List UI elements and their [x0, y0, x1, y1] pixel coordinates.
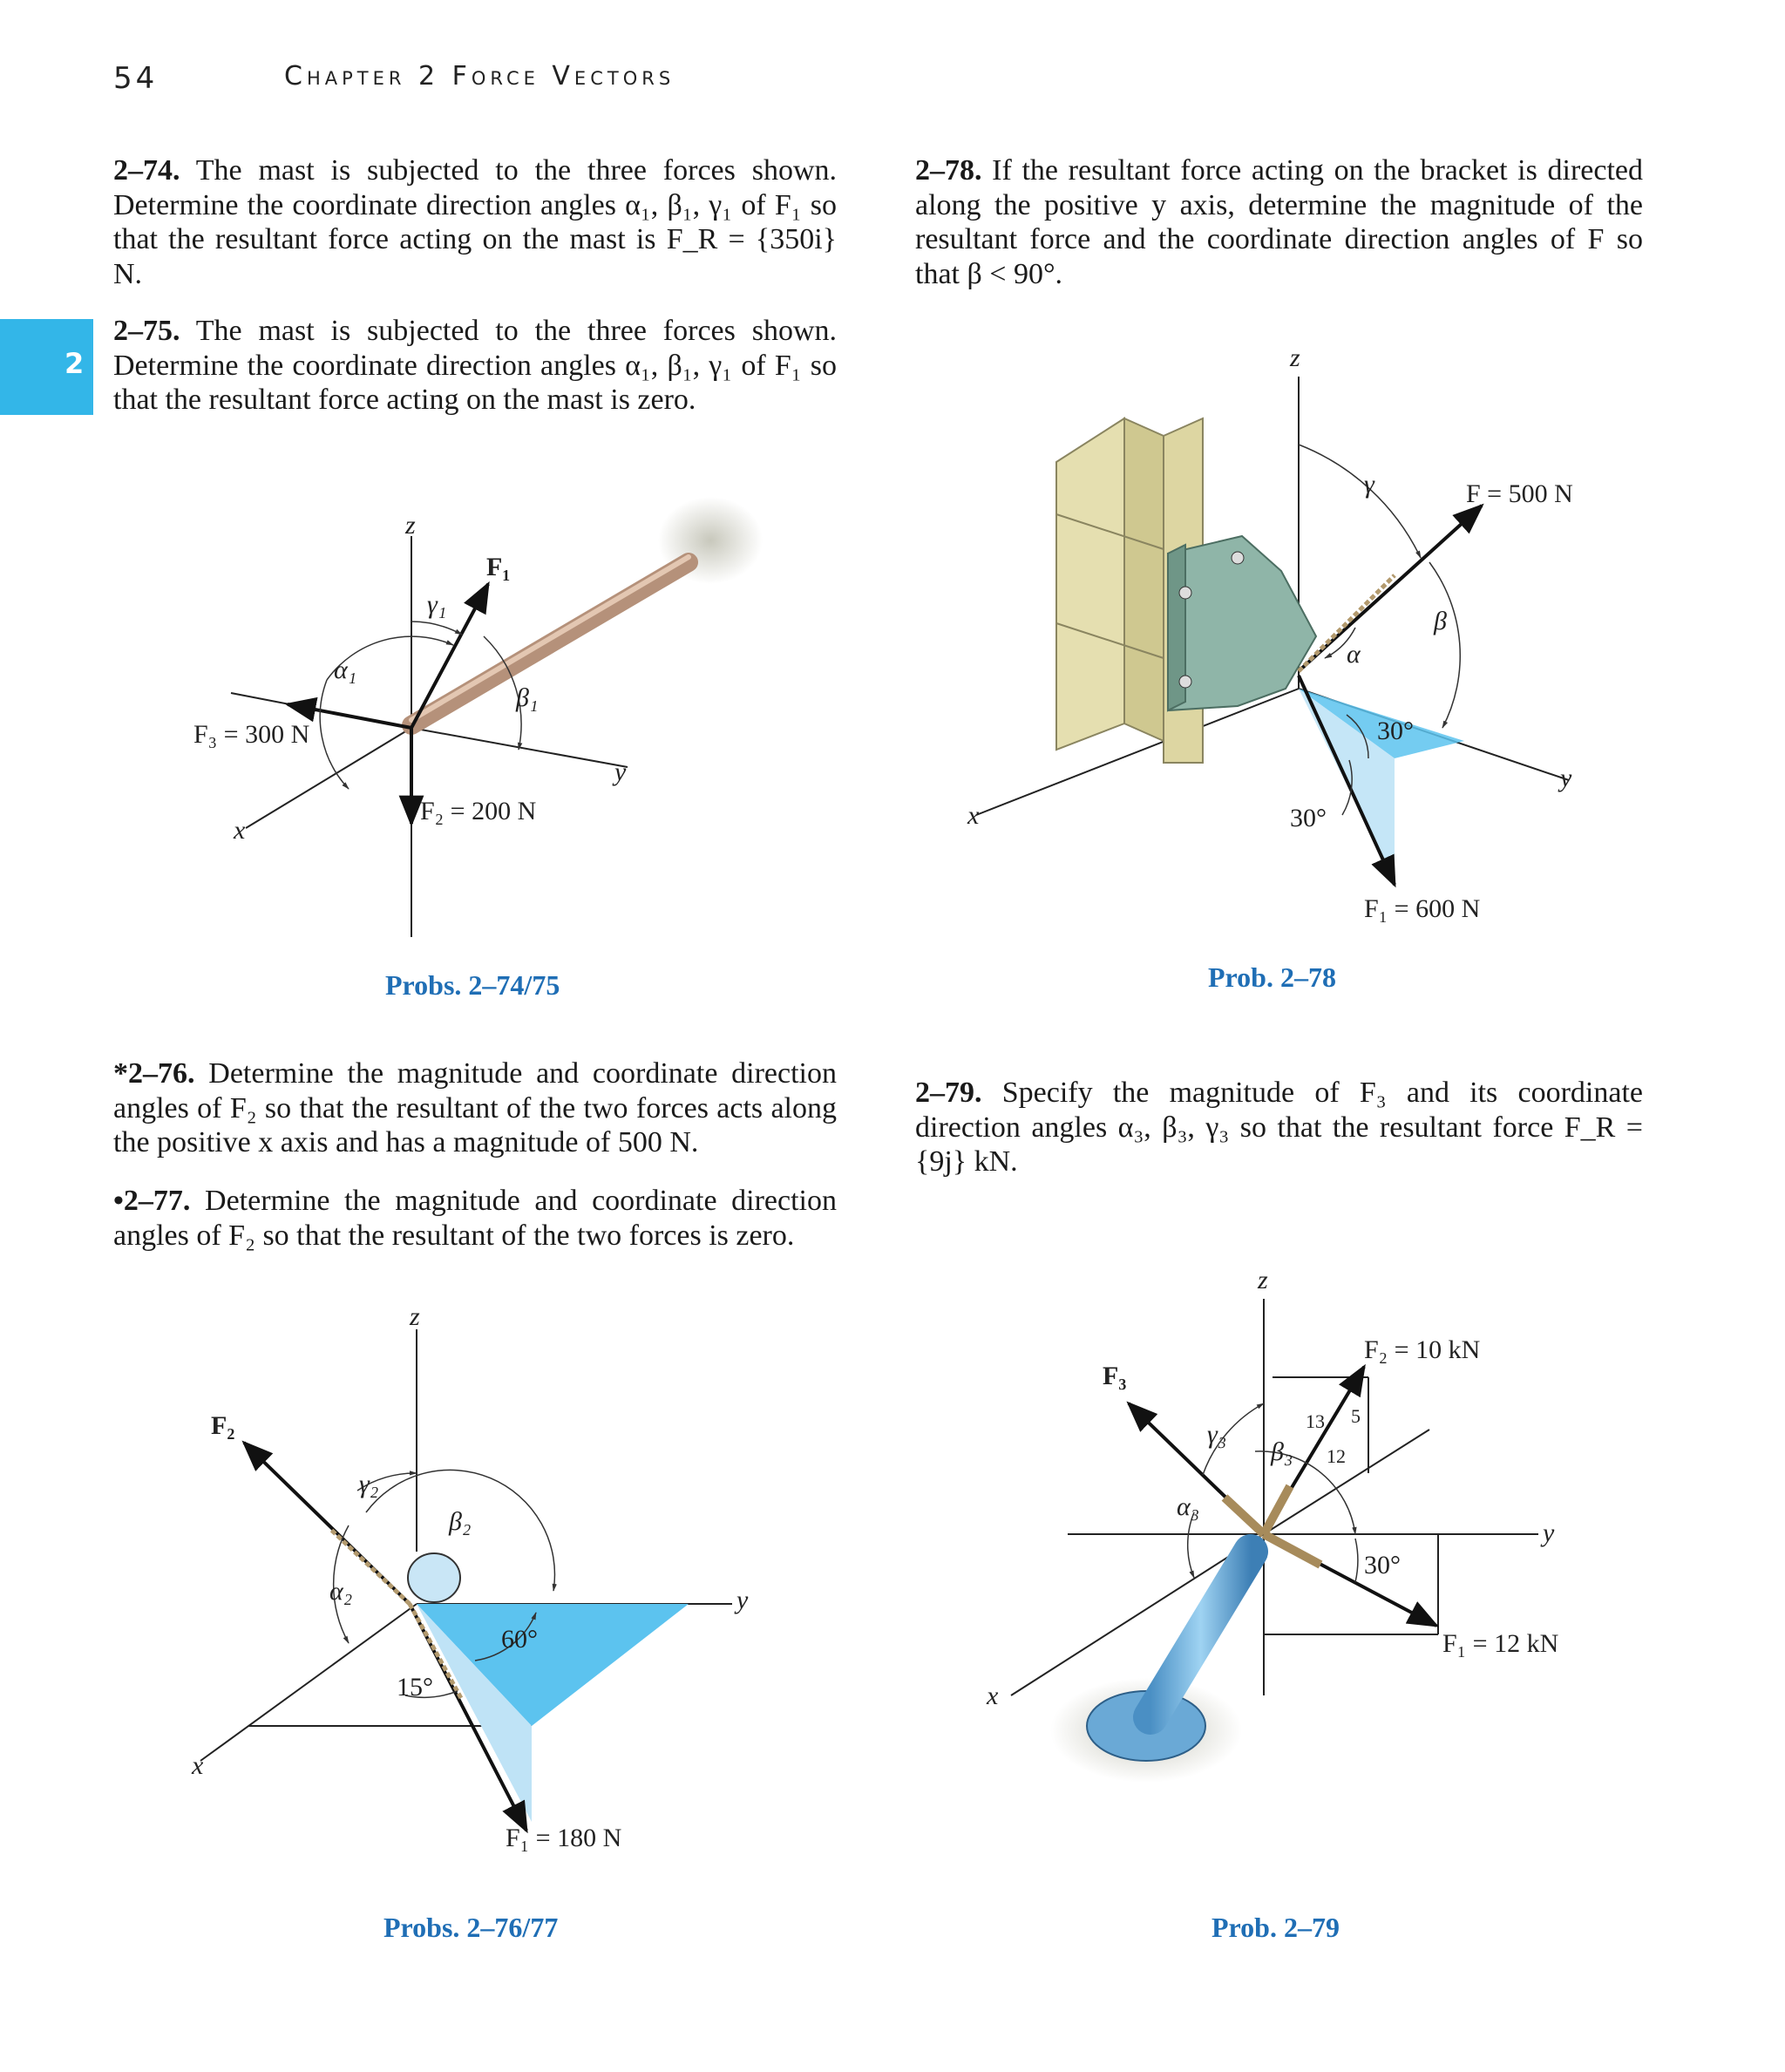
fig74-gamma1-label: γ₁ [427, 590, 447, 619]
fig74-alpha1-label: α₁ [334, 656, 357, 684]
fig79-x-label: x [987, 1681, 999, 1710]
problem-text: The mast is subjected to the three forces shown. Determine the coordinate direction angles α₁, β₁, γ₁ of F₁ so that the resultant force acting on the mast is zero. [113, 315, 837, 416]
fig74-f3-label: F₃ = 300 N [193, 720, 310, 749]
fig78-f-label: F = 500 N [1466, 479, 1573, 508]
chapter-side-tab-number: 2 [64, 347, 85, 380]
fig79-f2-label: F₂ = 10 kN [1364, 1335, 1481, 1364]
fig74-f2-label: F₂ = 200 N [420, 797, 537, 825]
problem-text: If the resultant force acting on the bracket is directed along the positive y axis, determine the magnitude of the resultant force and the coordinate direction angles of F so that β < 90°. [915, 154, 1644, 290]
figure-post [986, 1266, 1558, 1783]
fig76-alpha2-label: α₂ [329, 1577, 353, 1606]
caption-2-76-77: Probs. 2–76/77 [383, 1912, 559, 1943]
fig76-gamma2-label: γ₂ [359, 1470, 379, 1498]
mast-highlight [411, 557, 689, 720]
alpha1-arc [320, 680, 349, 789]
fig79-f3-label: F₃ [1103, 1362, 1127, 1390]
fig79-beta3-label: β₃ [1271, 1437, 1293, 1466]
problem-number: 2–75. [113, 315, 180, 347]
column-web [1124, 418, 1164, 741]
eyebolt [1264, 1534, 1320, 1565]
page-number: 54 [113, 61, 159, 96]
ring [408, 1553, 460, 1602]
problem-text: Determine the magnitude and coordinate direction angles of F₂ so that the resultant of the two forces acts along the positive x axis and has a magnitude of 500 N. [113, 1057, 838, 1158]
fig78-z-label: z [1290, 343, 1300, 372]
fig76-f1-label: F₁ = 180 N [506, 1824, 622, 1852]
fig74-beta1-label: β₁ [516, 683, 539, 712]
chapter-title: Chapter 2 Force Vectors [284, 61, 675, 92]
fig74-x-label: x [234, 816, 246, 845]
problem-text: The mast is subjected to the three forces shown. Determine the coordinate direction angles α₁, β₁, γ₁ of F₁ so that the resultant force acting on the mast is F_R = {350i} N. [113, 154, 837, 290]
figure-mast [193, 497, 763, 937]
fig78-angle1-label: 30° [1377, 717, 1414, 745]
eyebolt [1225, 1498, 1264, 1534]
fig76-60-label: 60° [501, 1625, 538, 1654]
fig74-y-label: y [614, 757, 627, 786]
fig76-beta2-label: β₂ [449, 1507, 472, 1536]
figure-ring [191, 1302, 749, 1852]
fig79-y-label: y [1543, 1518, 1555, 1547]
fig78-x-label: x [967, 801, 980, 830]
fig76-y-label: y [736, 1586, 749, 1614]
fig78-angle2-label: 30° [1290, 804, 1327, 832]
gamma-arc [1299, 445, 1421, 558]
fig76-x-label: x [192, 1751, 204, 1780]
problem-number: *2–76. [113, 1057, 195, 1090]
gamma1-arc [411, 622, 462, 635]
fig79-30-label: 30° [1364, 1551, 1401, 1579]
eyebolt [1264, 1486, 1290, 1534]
fig79-slope-13: 13 [1306, 1410, 1325, 1432]
beta-arc [1429, 562, 1460, 728]
problem-number: •2–77. [113, 1185, 191, 1217]
caption-2-78: Prob. 2–78 [1208, 961, 1336, 993]
fig74-f1-label: F₁ [486, 553, 511, 581]
fig78-beta-label: β [1434, 607, 1447, 635]
caption-2-79: Prob. 2–79 [1211, 1912, 1340, 1943]
bolt [1179, 676, 1191, 688]
fig79-alpha3-label: α₃ [1177, 1492, 1200, 1521]
problem-number: 2–78. [915, 154, 982, 187]
x-axis [200, 1604, 417, 1761]
problem-number: 2–74. [113, 154, 180, 187]
force-f-arrow [1299, 506, 1482, 671]
problem-text: Determine the magnitude and coordinate direction angles of F₂ so that the resultant of the two forces is zero. [113, 1185, 838, 1252]
fig78-y-label: y [1560, 764, 1572, 792]
fig76-f2-label: F₂ [211, 1411, 235, 1440]
fig78-gamma-label: γ [1364, 470, 1374, 499]
fig79-gamma3-label: γ₃ [1207, 1420, 1227, 1449]
problem-number: 2–79. [915, 1077, 982, 1109]
fig79-z-label: z [1258, 1266, 1268, 1294]
bolt [1232, 552, 1244, 564]
angle30-arc [1355, 1539, 1358, 1582]
fig78-alpha-label: α [1347, 640, 1361, 669]
figure-bracket [967, 343, 1573, 923]
fig79-f1-label: F₁ = 12 kN [1442, 1629, 1559, 1658]
fig79-slope-5: 5 [1351, 1405, 1361, 1427]
fig76-15-label: 15° [397, 1673, 433, 1702]
problem-text: Specify the magnitude of F₃ and its coordinate direction angles α₃, β₃, γ₃ so that the resultant force F_R = {9j} kN. [915, 1077, 1643, 1178]
mast-pole [411, 562, 689, 725]
fig78-f1-label: F₁ = 600 N [1364, 894, 1481, 923]
caption-2-74-75: Probs. 2–74/75 [385, 969, 560, 1001]
fig76-z-label: z [410, 1302, 420, 1331]
column-flange [1056, 418, 1124, 750]
bolt [1179, 587, 1191, 599]
fig79-slope-12: 12 [1327, 1445, 1346, 1467]
fig74-z-label: z [405, 511, 416, 540]
alpha3-arc [1188, 1512, 1194, 1578]
